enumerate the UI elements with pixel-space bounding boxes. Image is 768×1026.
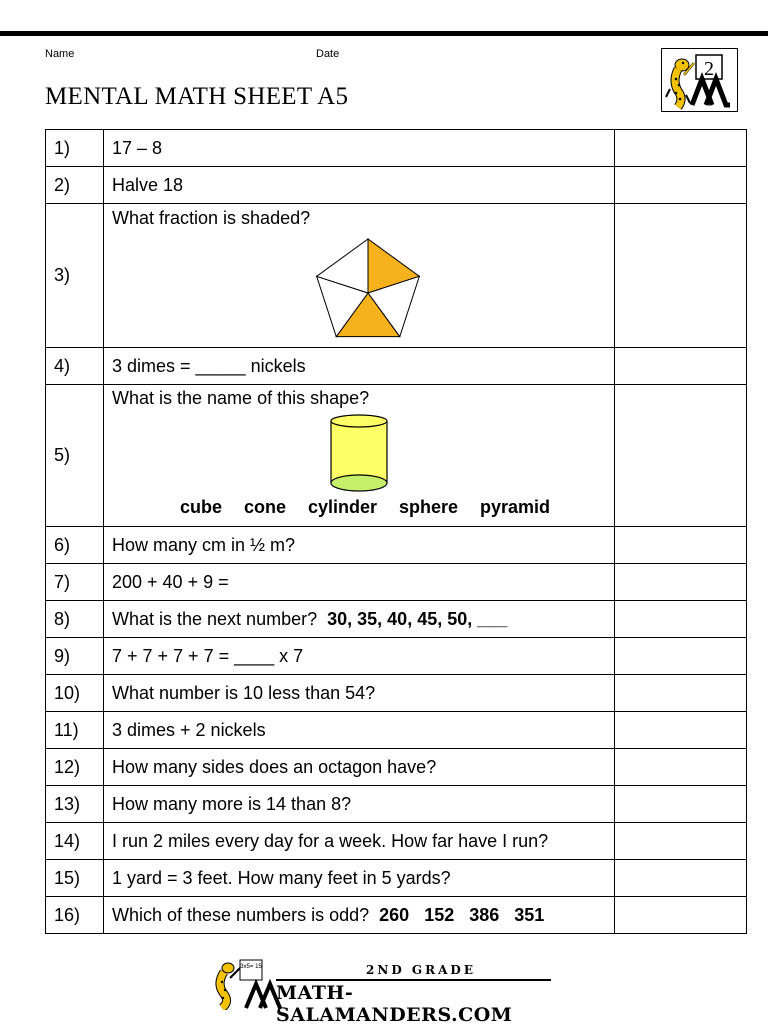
question-text: What is the next number? xyxy=(112,608,318,629)
question-row xyxy=(46,527,747,564)
question-row xyxy=(46,601,747,638)
name-label: Name xyxy=(45,48,75,60)
footer-site-text: MATH-SALAMANDERS.COM xyxy=(276,982,513,1026)
question-bold-values: 30, 35, 40, 45, 50, ___ xyxy=(327,608,508,629)
question-row xyxy=(46,786,747,823)
question-text: What number is 10 less than 54? xyxy=(112,682,376,703)
question-row xyxy=(46,860,747,897)
question-figure xyxy=(112,413,606,495)
question-text-cell xyxy=(104,204,615,348)
shape-choice: cylinder xyxy=(307,497,377,517)
question-number: 16) xyxy=(46,897,104,934)
shape-choice: cube xyxy=(179,497,222,517)
question-text-cell xyxy=(104,638,615,675)
question-text-cell xyxy=(104,675,615,712)
shape-choice: sphere xyxy=(399,497,459,517)
answer-box[interactable] xyxy=(615,675,747,712)
footer-grade-text: 2ND GRADE xyxy=(366,963,476,977)
answer-box[interactable] xyxy=(615,385,747,527)
question-row xyxy=(46,675,747,712)
answer-box[interactable] xyxy=(615,527,747,564)
question-row xyxy=(46,348,747,385)
question-text: 17 – 8 xyxy=(112,137,163,158)
question-text-cell xyxy=(104,712,615,749)
question-text: How many sides does an octagon have? xyxy=(112,756,437,777)
question-text-cell xyxy=(104,167,615,204)
question-bold-values: 260 152 386 351 xyxy=(379,904,545,925)
question-text-cell xyxy=(104,527,615,564)
answer-box[interactable] xyxy=(615,601,747,638)
footer-badge-text: 3x5= 15 xyxy=(240,964,262,970)
question-number: 12) xyxy=(46,749,104,786)
date-label: Date xyxy=(316,48,340,60)
question-text: 7 + 7 + 7 + 7 = ____ x 7 xyxy=(112,645,304,666)
question-text-cell xyxy=(104,564,615,601)
question-text: How many cm in ½ m? xyxy=(112,534,296,555)
answer-box[interactable] xyxy=(615,823,747,860)
question-text: What is the name of this shape? xyxy=(112,388,370,408)
question-row xyxy=(46,130,747,167)
answer-box[interactable] xyxy=(615,564,747,601)
question-text-cell xyxy=(104,823,615,860)
answer-box[interactable] xyxy=(615,204,747,348)
question-row xyxy=(46,749,747,786)
question-text-cell xyxy=(104,749,615,786)
question-number: 8) xyxy=(46,601,104,638)
questions-table xyxy=(45,129,747,934)
question-text-cell xyxy=(104,897,615,934)
question-text: How many more is 14 than 8? xyxy=(112,793,352,814)
question-text: 1 yard = 3 feet. How many feet in 5 yards? xyxy=(112,867,451,888)
answer-box[interactable] xyxy=(615,749,747,786)
question-number: 4) xyxy=(46,348,104,385)
question-number: 5) xyxy=(46,385,104,527)
question-text: 200 + 40 + 9 = xyxy=(112,571,229,592)
answer-box[interactable] xyxy=(615,897,747,934)
footer-logo xyxy=(206,958,562,1026)
question-text-cell xyxy=(104,860,615,897)
question-row xyxy=(46,385,747,527)
question-text-cell xyxy=(104,385,615,527)
question-row xyxy=(46,638,747,675)
answer-box[interactable] xyxy=(615,167,747,204)
question-text: 3 dimes = _____ nickels xyxy=(112,355,306,376)
question-text-cell xyxy=(104,786,615,823)
answer-box[interactable] xyxy=(615,712,747,749)
question-text: What fraction is shaded? xyxy=(112,208,311,228)
question-row xyxy=(46,204,747,348)
cylinder-icon xyxy=(327,413,391,495)
question-text: Halve 18 xyxy=(112,174,184,195)
page-title: MENTAL MATH SHEET A5 xyxy=(45,83,349,110)
question-number: 11) xyxy=(46,712,104,749)
answer-box[interactable] xyxy=(615,130,747,167)
question-figure xyxy=(112,235,606,347)
question-row xyxy=(46,167,747,204)
question-number: 1) xyxy=(46,130,104,167)
answer-box[interactable] xyxy=(615,348,747,385)
answer-box[interactable] xyxy=(615,786,747,823)
salamander-logo-icon xyxy=(662,49,739,113)
shape-choice: pyramid xyxy=(480,497,551,517)
question-text-cell xyxy=(104,348,615,385)
question-text: I run 2 miles every day for a week. How far have I run? xyxy=(112,830,549,851)
top-rule xyxy=(0,31,768,36)
salamander-logo xyxy=(661,48,738,112)
pentagon-fraction-icon xyxy=(312,235,424,347)
question-row xyxy=(46,823,747,860)
question-number: 10) xyxy=(46,675,104,712)
logo-grade-text: 2 xyxy=(704,58,714,80)
question-text-cell xyxy=(104,130,615,167)
question-text-cell xyxy=(104,601,615,638)
question-number: 13) xyxy=(46,786,104,823)
shape-choice: cone xyxy=(243,497,286,517)
answer-box[interactable] xyxy=(615,860,747,897)
question-text: 3 dimes + 2 nickels xyxy=(112,719,266,740)
shape-choices xyxy=(112,497,606,518)
answer-box[interactable] xyxy=(615,638,747,675)
question-number: 7) xyxy=(46,564,104,601)
footer-underline xyxy=(276,979,551,981)
question-number: 9) xyxy=(46,638,104,675)
question-row xyxy=(46,712,747,749)
question-row xyxy=(46,897,747,934)
question-number: 15) xyxy=(46,860,104,897)
question-number: 6) xyxy=(46,527,104,564)
question-row xyxy=(46,564,747,601)
question-number: 3) xyxy=(46,204,104,348)
question-number: 2) xyxy=(46,167,104,204)
question-text: Which of these numbers is odd? xyxy=(112,904,370,925)
footer-salamander-icon xyxy=(206,958,286,1010)
question-number: 14) xyxy=(46,823,104,860)
